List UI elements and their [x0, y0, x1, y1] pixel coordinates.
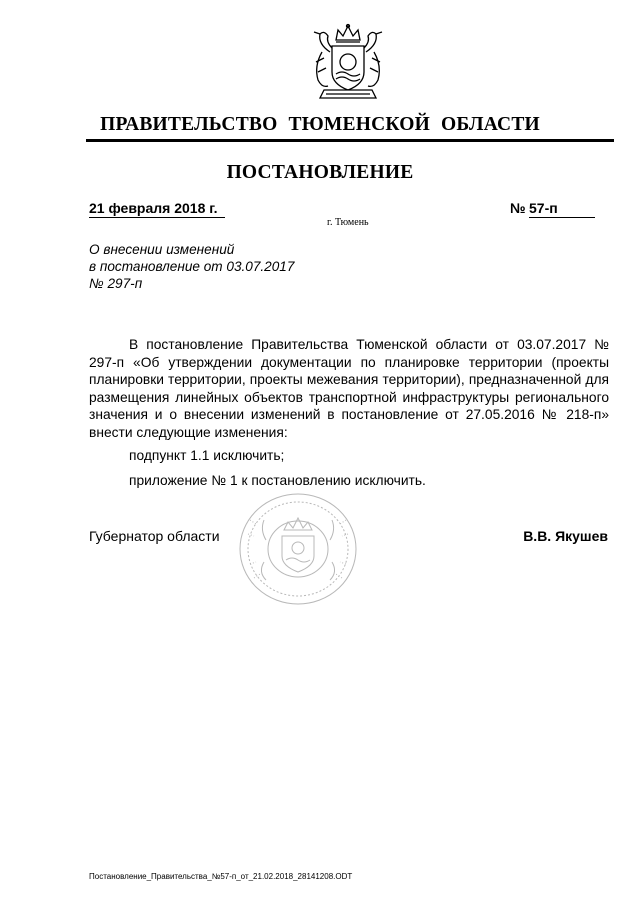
city: г. Тюмень: [327, 217, 369, 228]
org-title: ПРАВИТЕЛЬСТВО ТЮМЕНСКОЙ ОБЛАСТИ: [100, 114, 540, 135]
signer-position: Губернатор области: [89, 528, 220, 544]
doc-type: ПОСТАНОВЛЕНИЕ: [226, 162, 414, 183]
signer-name: В.В. Якушев: [523, 528, 608, 544]
change-item: приложение № 1 к постановлению исключить.: [129, 473, 426, 489]
subject-line: № 297-п: [89, 276, 143, 291]
doc-date: 21 февраля 2018 г.: [89, 200, 225, 218]
tyumen-coat-of-arms-icon: [304, 22, 392, 106]
doc-number: 57-п: [529, 200, 595, 218]
subject-line: О внесении изменений: [89, 242, 235, 257]
number-sign: №: [510, 200, 526, 216]
title-divider: [86, 139, 614, 142]
subject-line: в постановление от 03.07.2017: [89, 259, 295, 274]
subject-block: [89, 241, 409, 292]
main-paragraph: В постановление Правительства Тюменской области от 03.07.2017 № 297-п «Об утверждении документации по планировке территории (проекты планировки территории, проекты межевания территории), предназначенной для размещения линейных объектов транспортной инфраструктуры регионального значения и о внесении изменений в постановление от 27.05.2016 № 218-п» внести следующие изменения:: [89, 337, 609, 440]
change-item: подпункт 1.1 исключить;: [129, 447, 285, 463]
footer-filename: Постановление_Правительства_№57-п_от_21.02.2018_28141208.ODT: [89, 872, 353, 881]
body-text: [89, 336, 609, 490]
electronic-signature-seal-icon: [236, 490, 360, 608]
